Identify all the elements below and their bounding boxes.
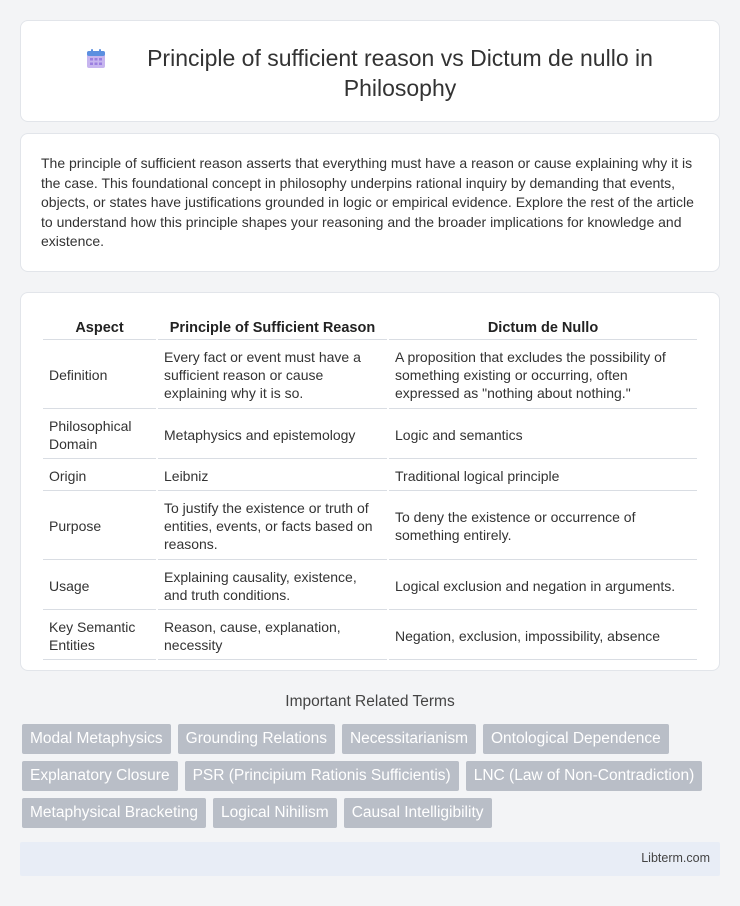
table-row <box>43 461 697 491</box>
table-header-row <box>43 315 697 340</box>
header-psr: Principle of Sufficient Reason <box>158 315 387 340</box>
table-cell: Reason, cause, explanation, necessity <box>158 612 387 660</box>
tag-ontological-dependence[interactable]: Ontological Dependence <box>483 724 669 754</box>
table-cell: Traditional logical principle <box>389 461 697 491</box>
header-aspect: Aspect <box>43 315 156 340</box>
tag-psr[interactable]: PSR (Principium Rationis Sufficientis) <box>185 761 459 791</box>
tag-lnc[interactable]: LNC (Law of Non-Contradiction) <box>466 761 703 791</box>
table-cell: Every fact or event must have a sufficient reason or cause explaining why it is so. <box>158 342 387 409</box>
tag-necessitarianism[interactable]: Necessitarianism <box>342 724 476 754</box>
tag-explanatory-closure[interactable]: Explanatory Closure <box>22 761 178 791</box>
comparison-card <box>20 292 720 671</box>
tag-row <box>22 724 722 754</box>
table-row <box>43 411 697 459</box>
comparison-table <box>41 313 699 662</box>
header-dictum: Dictum de Nullo <box>389 315 697 340</box>
page-title <box>21 43 719 103</box>
tag-modal-metaphysics[interactable]: Modal Metaphysics <box>22 724 171 754</box>
table-row <box>43 342 697 409</box>
tag-metaphysical-bracketing[interactable]: Metaphysical Bracketing <box>22 798 206 828</box>
table-cell: Logical exclusion and negation in arguments. <box>389 562 697 610</box>
footer <box>20 842 720 876</box>
table-cell: A proposition that excludes the possibility of something existing or occurring, often expressed as "nothing about nothing." <box>389 342 697 409</box>
table-cell: Explaining causality, existence, and truth conditions. <box>158 562 387 610</box>
tag-logical-nihilism[interactable]: Logical Nihilism <box>213 798 337 828</box>
intro-paragraph: The principle of sufficient reason asserts that everything must have a reason or cause explaining why it is the case. This foundational concept in philosophy underpins rational inquiry by demanding that events, objects, or states have justifications grounded in logic or empirical evidence. Explore the rest of the article to understand how this principle shapes your reasoning and the broader implications for knowledge and existence. <box>41 155 694 249</box>
table-cell: Philosophical Domain <box>43 411 156 459</box>
tag-causal-intelligibility[interactable]: Causal Intelligibility <box>344 798 492 828</box>
tag-row <box>22 761 722 791</box>
table-cell: Leibniz <box>158 461 387 491</box>
page-title-line-2: Philosophy <box>343 75 457 101</box>
tag-grounding-relations[interactable]: Grounding Relations <box>178 724 335 754</box>
table-cell: Negation, exclusion, impossibility, absence <box>389 612 697 660</box>
footer-site-link[interactable]: Libterm.com <box>641 851 710 865</box>
table-cell: Key Semantic Entities <box>43 612 156 660</box>
tag-row <box>22 798 722 828</box>
table-row <box>43 612 697 660</box>
related-terms-title: Important Related Terms <box>285 693 455 710</box>
title-card <box>20 20 720 122</box>
table-cell: Metaphysics and epistemology <box>158 411 387 459</box>
table-cell: Origin <box>43 461 156 491</box>
table-cell: Usage <box>43 562 156 610</box>
table-cell: To justify the existence or truth of entities, events, or facts based on reasons. <box>158 493 387 560</box>
table-cell: Purpose <box>43 493 156 560</box>
page-title-line-1: Principle of sufficient reason vs Dictum de nullo in <box>147 45 653 71</box>
table-cell: Logic and semantics <box>389 411 697 459</box>
table-cell: To deny the existence or occurrence of something entirely. <box>389 493 697 560</box>
table-cell: Definition <box>43 342 156 409</box>
table-row <box>43 493 697 560</box>
intro-card <box>20 133 720 272</box>
table-row <box>43 562 697 610</box>
related-terms-list <box>22 724 722 835</box>
